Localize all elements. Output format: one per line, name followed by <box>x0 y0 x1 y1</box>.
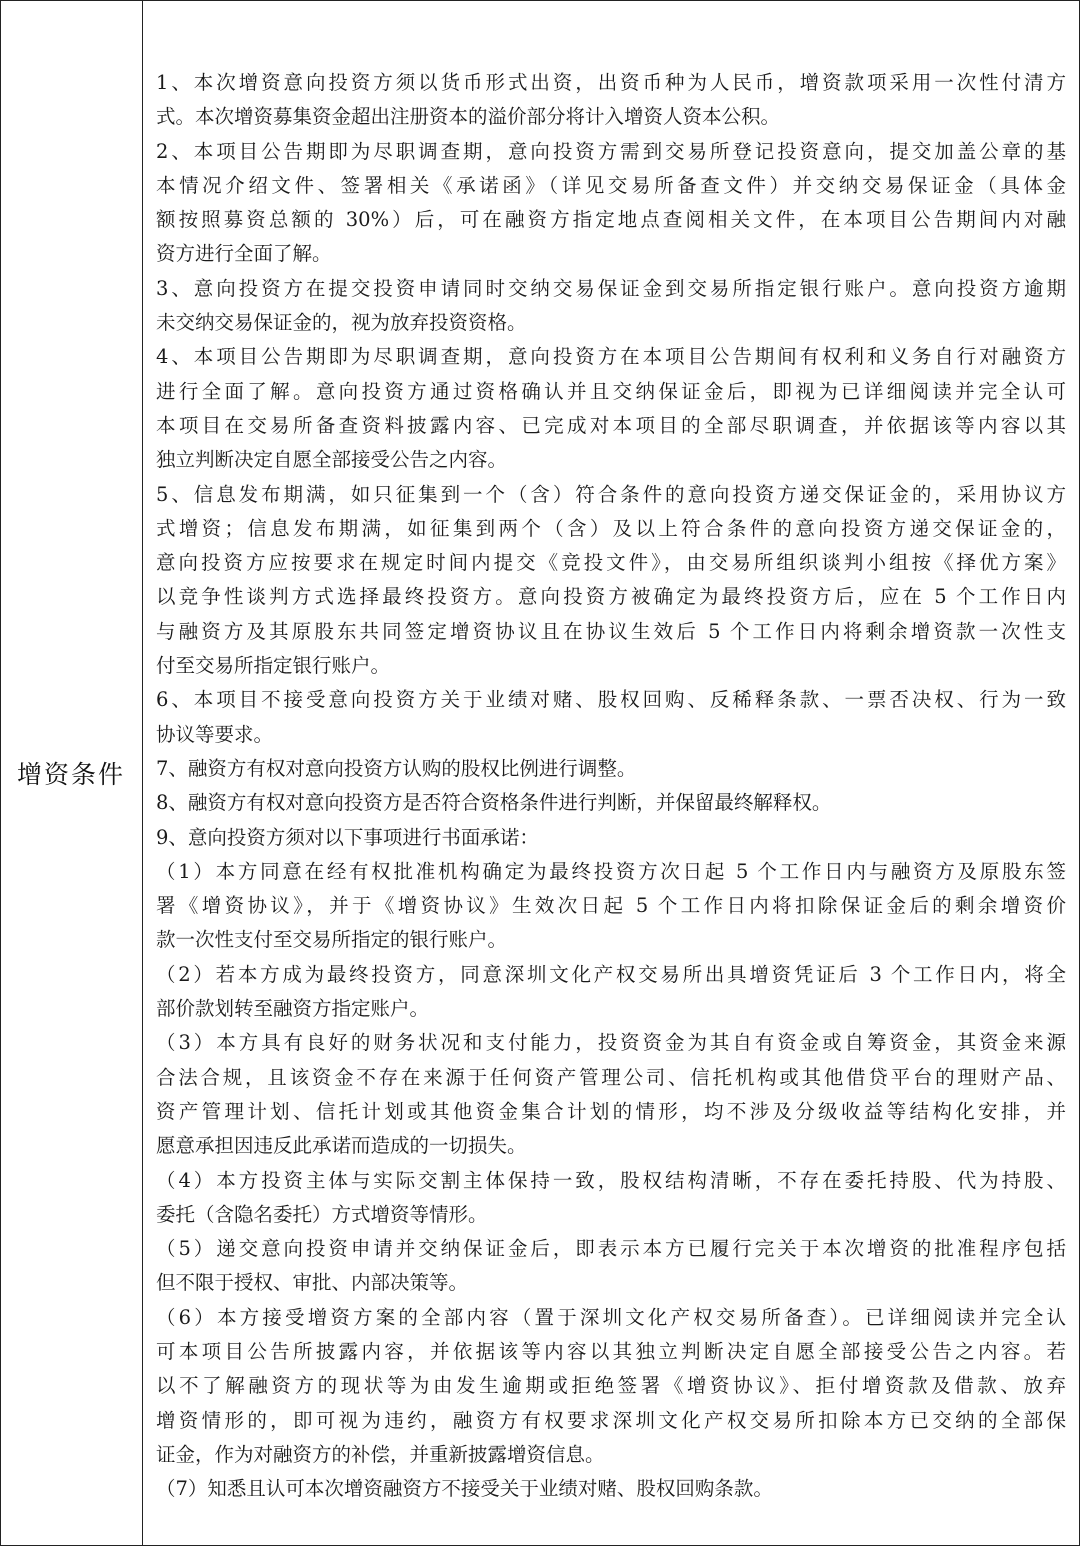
text-line: 式增资；信息发布期满，如征集到两个（含）及以上符合条件的意向投资方递交保证金的， <box>156 516 1066 540</box>
text-line: 式。本次增资募集资金超出注册资本的溢价部分将计入增资人资本公积。 <box>156 105 781 129</box>
text-line: 证金，作为对融资方的补偿，并重新披露增资信息。 <box>156 1442 605 1466</box>
text-line: 署《增资协议》，并于《增资协议》生效次日起 5 个工作日内将扣除保证金后的剩余增资价 <box>156 894 1066 918</box>
text-line: （2）若本方成为最终投资方，同意深圳文化产权交易所出具增资凭证后 3 个工作日内，将全 <box>156 962 1066 986</box>
text-line: 3、意向投资方在提交投资申请同时交纳交易保证金到交易所指定银行账户。意向投资方逾期 <box>156 276 1066 300</box>
text-line: 以竞争性谈判方式选择最终投资方。意向投资方被确定为最终投资方后，应在 5 个工作日内 <box>156 585 1066 609</box>
text-line: （3）本方具有良好的财务状况和支付能力，投资资金为其自有资金或自筹资金，其资金来源 <box>156 1031 1066 1055</box>
text-line: 进行全面了解。意向投资方通过资格确认并且交纳保证金后，即视为已详细阅读并完全认可 <box>156 379 1066 403</box>
conditions-text <box>156 66 1066 1506</box>
text-line: （4）本方投资主体与实际交割主体保持一致，股权结构清晰，不存在委托持股、代为持股、 <box>156 1168 1066 1192</box>
text-line: 付至交易所指定银行账户。 <box>156 654 391 678</box>
text-line: 合法合规，且该资金不存在来源于任何资产管理公司、信托机构或其他借贷平台的理财产品、 <box>156 1065 1066 1089</box>
text-line: 本情况介绍文件、签署相关《承诺函》（详见交易所备查文件）并交纳交易保证金（具体金 <box>156 173 1066 197</box>
text-line: 意向投资方应按要求在规定时间内提交《竞投文件》，由交易所组织谈判小组按《择优方案》 <box>156 551 1066 575</box>
text-line: 愿意承担因违反此承诺而造成的一切损失。 <box>156 1134 527 1158</box>
text-line: 部价款划转至融资方指定账户。 <box>156 997 430 1021</box>
text-line: （7）知悉且认可本次增资融资方不接受关于业绩对赌、股权回购条款。 <box>156 1477 773 1501</box>
text-line: 8、融资方有权对意向投资方是否符合资格条件进行判断，并保留最终解释权。 <box>156 791 832 815</box>
text-line: （6）本方接受增资方案的全部内容（置于深圳文化产权交易所备查）。已详细阅读并完全认 <box>156 1305 1066 1329</box>
text-line: 可本项目公告所披露内容，并依据该等内容以其独立判断决定自愿全部接受公告之内容。若 <box>156 1339 1066 1363</box>
text-line: 额按照募资总额的 30%）后，可在融资方指定地点查阅相关文件，在本项目公告期间内对融 <box>156 208 1066 232</box>
text-line: 但不限于授权、审批、内部决策等。 <box>156 1271 469 1295</box>
text-line: 2、本项目公告期即为尽职调查期，意向投资方需到交易所登记投资意向，提交加盖公章的基 <box>156 139 1066 163</box>
text-line: 与融资方及其原股东共同签定增资协议且在协议生效后 5 个工作日内将剩余增资款一次性支 <box>156 619 1066 643</box>
text-line: 5、信息发布期满，如只征集到一个（含）符合条件的意向投资方递交保证金的，采用协议方 <box>156 482 1066 506</box>
text-line: 款一次性支付至交易所指定的银行账户。 <box>156 928 508 952</box>
text-line: 9、意向投资方须对以下事项进行书面承诺： <box>156 825 539 849</box>
text-line: 资方进行全面了解。 <box>156 242 332 266</box>
text-line: 4、本项目公告期即为尽职调查期，意向投资方在本项目公告期间有权利和义务自行对融资方 <box>156 345 1066 369</box>
text-line: （5）递交意向投资申请并交纳保证金后，即表示本方已履行完关于本次增资的批准程序包括 <box>156 1237 1066 1261</box>
text-line: 1、本次增资意向投资方须以货币形式出资，出资币种为人民币，增资款项采用一次性付清方 <box>156 71 1066 94</box>
text-line: （1）本方同意在经有权批准机构确定为最终投资方次日起 5 个工作日内与融资方及原股东签 <box>156 859 1066 883</box>
text-line: 7、融资方有权对意向投资方认购的股权比例进行调整。 <box>156 756 637 780</box>
text-line: 以不了解融资方的现状等为由发生逾期或拒绝签署《增资协议》、拒付增资款及借款、放弃 <box>156 1374 1066 1398</box>
text-line: 独立判断决定自愿全部接受公告之内容。 <box>156 448 508 472</box>
text-line: 协议等要求。 <box>156 722 274 746</box>
row-label: 增资条件 <box>16 760 125 789</box>
text-line: 委托（含隐名委托）方式增资等情形。 <box>156 1202 488 1226</box>
row-label-cell <box>0 0 143 1546</box>
text-line: 资产管理计划、信托计划或其他资金集合计划的情形，均不涉及分级收益等结构化安排，并 <box>156 1099 1066 1123</box>
text-line: 6、本项目不接受意向投资方关于业绩对赌、股权回购、反稀释条款、一票否决权、行为一致 <box>156 688 1066 712</box>
text-line: 增资情形的，即可视为违约，融资方有权要求深圳文化产权交易所扣除本方已交纳的全部保 <box>156 1408 1066 1432</box>
text-line: 未交纳交易保证金的，视为放弃投资资格。 <box>156 311 527 335</box>
text-line: 本项目在交易所备查资料披露内容、已完成对本项目的全部尽职调查，并依据该等内容以其 <box>156 413 1066 437</box>
